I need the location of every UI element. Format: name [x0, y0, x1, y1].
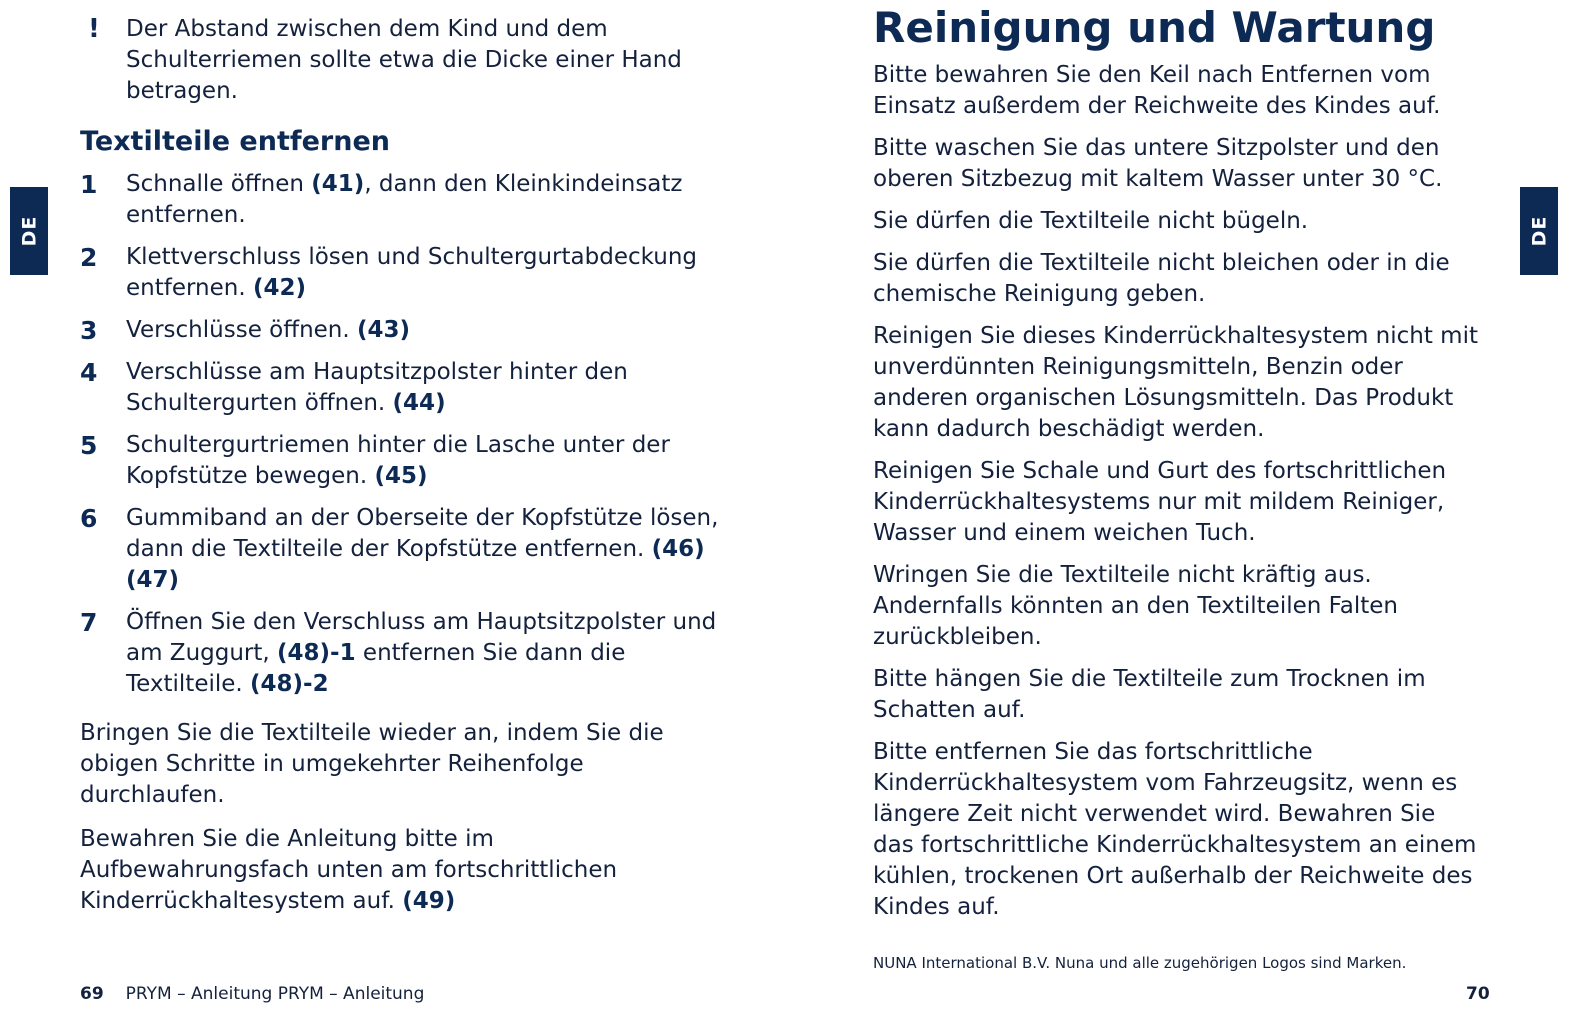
- paragraph: Sie dürfen die Textilteile nicht bleichen oder in die chemische Reinigung geben.: [873, 250, 1450, 307]
- paragraph: Sie dürfen die Textilteile nicht bügeln.: [873, 208, 1309, 234]
- figure-reference: (49): [402, 888, 456, 914]
- step-item: [80, 430, 720, 492]
- step-item: [80, 169, 720, 231]
- figure-reference: (41): [311, 171, 365, 197]
- figure-reference: (48)-2: [250, 671, 329, 697]
- step-number: 7: [80, 608, 98, 637]
- paragraph-text: Bringen Sie die Textilteile wieder an, indem Sie die obigen Schritte in umgekehrter Reihenfolge durchlaufen.: [80, 720, 664, 808]
- language-tab-label: DE: [17, 215, 40, 247]
- step-text-tail: , dann den Kleinkindeinsatz entfernen.: [126, 171, 683, 228]
- figure-reference: (42): [252, 275, 307, 301]
- paragraph: Bitte hängen Sie die Textilteile zum Trocknen im Schatten auf.: [873, 666, 1426, 723]
- paragraph: Reinigen Sie Schale und Gurt des fortschrittlichen Kinderrückhaltesystems nur mit mildem Reiniger, Wasser und einem weichen Tuch.: [873, 458, 1447, 546]
- step-item: [80, 242, 720, 304]
- figure-reference: (44): [392, 390, 446, 416]
- step-number: 3: [80, 316, 98, 345]
- left-paragraphs: [80, 718, 680, 930]
- step-item: [80, 607, 720, 700]
- paragraph: [80, 718, 680, 811]
- paragraph: Bitte bewahren Sie den Keil nach Entfernen vom Einsatz außerdem der Reichweite des Kindes auf.: [873, 62, 1441, 119]
- step-item: [80, 503, 720, 596]
- right-paragraphs: [873, 60, 1483, 934]
- paragraph: Bitte entfernen Sie das fortschrittliche Kinderrückhaltesystem vom Fahrzeugsitz, wenn es längere Zeit nicht verwendet wird. Bewahren Sie das fortschrittliche Kinderrückhaltesystem an einem kühlen, trockenen Ort außerhalb der Reichweite des Kindes auf.: [873, 739, 1477, 920]
- trademark-footnote: NUNA International B.V. Nuna und alle zugehörigen Logos sind Marken.: [873, 954, 1407, 972]
- paragraph: Wringen Sie die Textilteile nicht kräftig aus. Andernfalls könnten an den Textilteilen Falten zurückbleiben.: [873, 562, 1398, 650]
- step-text: Schultergurtriemen hinter die Lasche unter der Kopfstütze bewegen.: [126, 432, 670, 489]
- step-text: Klettverschluss lösen und Schultergurtabdeckung entfernen.: [126, 244, 697, 301]
- paragraph-text: Bewahren Sie die Anleitung bitte im Aufbewahrungsfach unten am fortschrittlichen Kinderrückhaltesystem auf.: [80, 826, 618, 914]
- step-number: 4: [80, 358, 98, 387]
- paragraph: Bitte waschen Sie das untere Sitzpolster und den oberen Sitzbezug mit kaltem Wasser unter 30 °C.: [873, 135, 1443, 192]
- language-tab-label: DE: [1527, 215, 1550, 247]
- step-number: 1: [80, 170, 98, 199]
- footer-text: PRYM – Anleitung PRYM – Anleitung: [125, 984, 425, 1004]
- step-text: Schnalle öffnen: [126, 171, 312, 197]
- step-number: 2: [80, 243, 98, 272]
- step-number: 5: [80, 431, 98, 460]
- step-number: 6: [80, 504, 98, 533]
- steps-list: [80, 169, 720, 711]
- page-title: Reinigung und Wartung: [873, 3, 1436, 52]
- paragraph: [80, 824, 680, 917]
- language-tab: [1520, 187, 1558, 275]
- figure-reference: (46)(47): [126, 536, 705, 593]
- step-text: Verschlüsse öffnen.: [126, 317, 357, 343]
- paragraph: Reinigen Sie dieses Kinderrückhaltesystem nicht mit unverdünnten Reinigungsmitteln, Benzin oder anderen organischen Lösungsmitteln. Das Produkt kann dadurch beschädigt werden.: [873, 323, 1478, 442]
- step-text: Gummiband an der Oberseite der Kopfstütze lösen, dann die Textilteile der Kopfstütze entfernen.: [126, 505, 719, 562]
- step-text-tail: entfernen Sie dann die Textilteile.: [126, 640, 626, 697]
- step-text: Verschlüsse am Hauptsitzpolster hinter den Schultergurten öffnen.: [126, 359, 628, 416]
- exclamation-icon: !: [88, 14, 100, 44]
- page-number: 69: [80, 984, 104, 1004]
- figure-reference: (43): [357, 317, 411, 343]
- language-tab: [10, 187, 48, 275]
- warning-note: [88, 14, 728, 107]
- step-item: [80, 315, 720, 346]
- step-text: Öffnen Sie den Verschluss am Hauptsitzpolster und am Zuggurt,: [126, 609, 717, 666]
- figure-reference: (48)-1: [277, 640, 356, 666]
- page-number: 70: [1466, 984, 1490, 1004]
- figure-reference: (45): [374, 463, 428, 489]
- right-page: [790, 0, 1580, 1024]
- warning-text: Der Abstand zwischen dem Kind und dem Schulterriemen sollte etwa die Dicke einer Hand betragen.: [126, 16, 682, 104]
- step-item: [80, 357, 720, 419]
- page-footer: [80, 984, 424, 1004]
- section-title: Textilteile entfernen: [80, 126, 390, 157]
